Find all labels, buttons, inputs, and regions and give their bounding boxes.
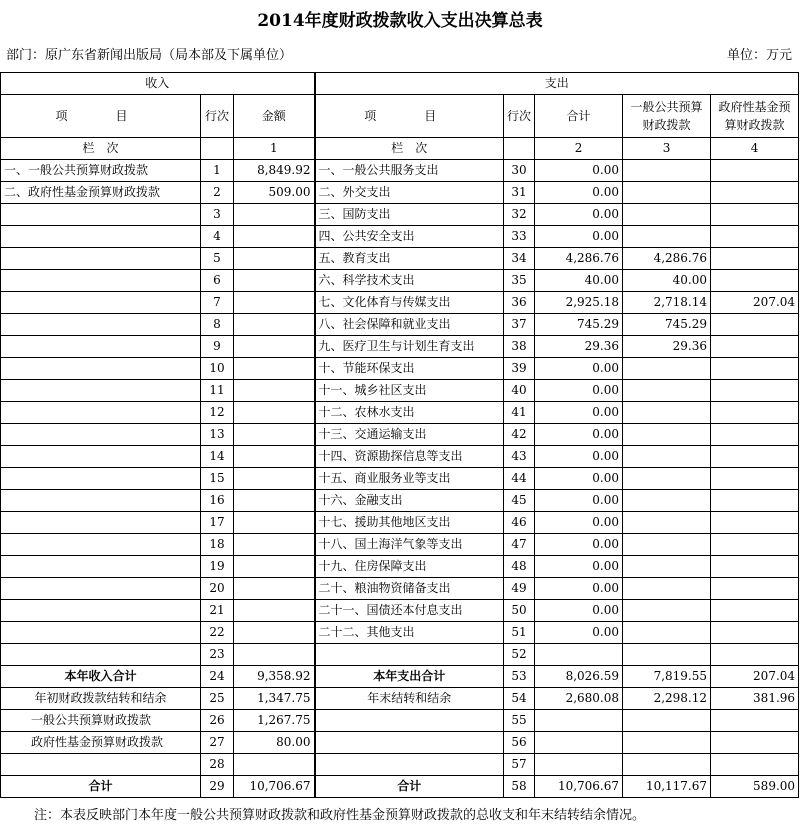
income-item <box>1 248 201 270</box>
income-amount <box>234 754 315 776</box>
expenditure-row-number: 37 <box>504 314 535 336</box>
expenditure-total <box>535 644 623 666</box>
income-row-number: 16 <box>201 490 234 512</box>
summary-row <box>1 688 799 710</box>
income-row-number: 17 <box>201 512 234 534</box>
expenditure-row-number: 51 <box>504 622 535 644</box>
income-amount <box>234 270 315 292</box>
expenditure-gov-fund <box>711 402 799 424</box>
income-amount <box>234 578 315 600</box>
income-item: 二、政府性基金预算财政拨款 <box>1 182 201 204</box>
income-amount <box>234 292 315 314</box>
expenditure-gov-fund <box>711 160 799 182</box>
expenditure-gov-fund: 589.00 <box>711 776 799 798</box>
col2-label: 2 <box>535 138 623 160</box>
col3-label: 3 <box>623 138 711 160</box>
expenditure-row-number: 33 <box>504 226 535 248</box>
income-row-number: 11 <box>201 380 234 402</box>
expenditure-item: 十一、城乡社区支出 <box>315 380 504 402</box>
expenditure-row-number: 42 <box>504 424 535 446</box>
expenditure-gov-fund <box>711 600 799 622</box>
income-amount: 9,358.92 <box>234 666 315 688</box>
expenditure-general-budget <box>623 622 711 644</box>
income-row-number: 23 <box>201 644 234 666</box>
expenditure-summary-item: 年末结转和结余 <box>315 688 504 710</box>
income-row-number: 14 <box>201 446 234 468</box>
expenditure-gov-fund <box>711 226 799 248</box>
expenditure-total: 0.00 <box>535 380 623 402</box>
expenditure-item: 十、节能环保支出 <box>315 358 504 380</box>
income-row-number: 10 <box>201 358 234 380</box>
expenditure-general-budget <box>623 424 711 446</box>
table-row <box>1 490 799 512</box>
expenditure-total: 0.00 <box>535 358 623 380</box>
income-amount <box>234 380 315 402</box>
expenditure-row-number: 31 <box>504 182 535 204</box>
income-row-number: 26 <box>201 710 234 732</box>
income-item <box>1 446 201 468</box>
table-row <box>1 380 799 402</box>
expenditure-total: 0.00 <box>535 622 623 644</box>
expenditure-total: 0.00 <box>535 556 623 578</box>
unit-label: 单位：万元 <box>726 48 792 63</box>
income-amount <box>234 468 315 490</box>
expenditure-gov-fund <box>711 424 799 446</box>
income-row-number: 25 <box>201 688 234 710</box>
income-item <box>1 578 201 600</box>
income-amount <box>234 402 315 424</box>
table-row <box>1 468 799 490</box>
income-row-number: 27 <box>201 732 234 754</box>
income-amount: 80.00 <box>234 732 315 754</box>
expenditure-total: 0.00 <box>535 226 623 248</box>
col4-label: 4 <box>711 138 799 160</box>
income-row-number: 3 <box>201 204 234 226</box>
expenditure-summary-item <box>315 732 504 754</box>
expenditure-item: 五、教育支出 <box>315 248 504 270</box>
expenditure-total: 0.00 <box>535 160 623 182</box>
income-row-number: 15 <box>201 468 234 490</box>
expenditure-general-budget <box>623 534 711 556</box>
expenditure-total: 8,026.59 <box>535 666 623 688</box>
table-row <box>1 644 799 666</box>
expenditure-gov-fund <box>711 644 799 666</box>
expenditure-item: 十三、交通运输支出 <box>315 424 504 446</box>
expenditure-gov-fund: 207.04 <box>711 666 799 688</box>
table-row <box>1 556 799 578</box>
expenditure-total: 745.29 <box>535 314 623 336</box>
income-amount <box>234 622 315 644</box>
header-row-column-numbers <box>1 138 799 160</box>
expenditure-row-number: 44 <box>504 468 535 490</box>
table-row <box>1 512 799 534</box>
income-amount <box>234 512 315 534</box>
income-amount <box>234 556 315 578</box>
income-amount: 1,267.75 <box>234 710 315 732</box>
expenditure-total: 0.00 <box>535 490 623 512</box>
income-row-number: 2 <box>201 182 234 204</box>
expenditure-gov-fund <box>711 446 799 468</box>
expenditure-row-number: 45 <box>504 490 535 512</box>
expenditure-general-budget <box>623 600 711 622</box>
income-amount <box>234 424 315 446</box>
income-summary-item <box>1 754 201 776</box>
expenditure-row-number: 43 <box>504 446 535 468</box>
income-row-number: 5 <box>201 248 234 270</box>
income-item <box>1 622 201 644</box>
expenditure-general-budget <box>623 226 711 248</box>
expenditure-general-budget: 2,298.12 <box>623 688 711 710</box>
expenditure-row-number: 46 <box>504 512 535 534</box>
gov-fund-header: 政府性基金预算财政拨款 <box>711 95 799 138</box>
income-row-number: 20 <box>201 578 234 600</box>
expenditure-gov-fund <box>711 314 799 336</box>
expenditure-row-number: 32 <box>504 204 535 226</box>
expenditure-gov-fund <box>711 358 799 380</box>
expenditure-total: 0.00 <box>535 402 623 424</box>
income-row-number: 4 <box>201 226 234 248</box>
table-row <box>1 622 799 644</box>
income-summary-item: 合计 <box>1 776 201 798</box>
summary-row <box>1 754 799 776</box>
income-item <box>1 336 201 358</box>
expenditure-total: 40.00 <box>535 270 623 292</box>
income-column-label: 栏 次 <box>1 138 201 160</box>
expenditure-item-header: 项 目 <box>315 95 504 138</box>
table-row <box>1 270 799 292</box>
expenditure-row-number: 35 <box>504 270 535 292</box>
expenditure-gov-fund <box>711 578 799 600</box>
income-rowno-blank <box>201 138 234 160</box>
income-item <box>1 424 201 446</box>
expenditure-general-budget <box>623 754 711 776</box>
income-amount <box>234 336 315 358</box>
col1-label: 1 <box>234 138 315 160</box>
summary-row <box>1 732 799 754</box>
header-row-columns <box>1 95 799 138</box>
expenditure-general-budget: 745.29 <box>623 314 711 336</box>
income-row-number: 18 <box>201 534 234 556</box>
income-item <box>1 556 201 578</box>
expenditure-general-budget <box>623 512 711 534</box>
expenditure-item: 二、外交支出 <box>315 182 504 204</box>
income-item <box>1 402 201 424</box>
expenditure-general-budget: 29.36 <box>623 336 711 358</box>
expenditure-item: 四、公共安全支出 <box>315 226 504 248</box>
income-row-number: 21 <box>201 600 234 622</box>
expenditure-total: 0.00 <box>535 578 623 600</box>
expenditure-row-number: 38 <box>504 336 535 358</box>
expenditure-general-budget: 4,286.76 <box>623 248 711 270</box>
expenditure-total: 2,680.08 <box>535 688 623 710</box>
expenditure-total: 2,925.18 <box>535 292 623 314</box>
expenditure-gov-fund <box>711 534 799 556</box>
expenditure-row-number: 58 <box>504 776 535 798</box>
expenditure-general-budget <box>623 490 711 512</box>
expenditure-item: 十五、商业服务业等支出 <box>315 468 504 490</box>
expenditure-gov-fund <box>711 380 799 402</box>
expenditure-summary-item <box>315 710 504 732</box>
expenditure-item: 二十、粮油物资储备支出 <box>315 578 504 600</box>
expenditure-item: 十八、国土海洋气象等支出 <box>315 534 504 556</box>
expenditure-total <box>535 710 623 732</box>
expenditure-row-number: 54 <box>504 688 535 710</box>
expenditure-row-number: 40 <box>504 380 535 402</box>
expenditure-row-number: 50 <box>504 600 535 622</box>
income-summary-item: 年初财政拨款结转和结余 <box>1 688 201 710</box>
expenditure-item: 二十二、其他支出 <box>315 622 504 644</box>
expenditure-total <box>535 732 623 754</box>
expenditure-total: 0.00 <box>535 534 623 556</box>
expenditure-general-budget: 10,117.67 <box>623 776 711 798</box>
expenditure-row-number: 30 <box>504 160 535 182</box>
income-item <box>1 644 201 666</box>
table-row <box>1 292 799 314</box>
income-amount <box>234 534 315 556</box>
expenditure-total: 0.00 <box>535 424 623 446</box>
expenditure-gov-fund <box>711 248 799 270</box>
expenditure-gov-fund: 381.96 <box>711 688 799 710</box>
expenditure-general-budget <box>623 204 711 226</box>
expenditure-row-number: 52 <box>504 644 535 666</box>
income-amount <box>234 490 315 512</box>
income-row-number: 22 <box>201 622 234 644</box>
expenditure-summary-item: 合计 <box>315 776 504 798</box>
income-item <box>1 292 201 314</box>
expenditure-item: 三、国防支出 <box>315 204 504 226</box>
expenditure-gov-fund <box>711 490 799 512</box>
income-row-number: 8 <box>201 314 234 336</box>
expenditure-total: 0.00 <box>535 204 623 226</box>
expenditure-gov-fund <box>711 732 799 754</box>
expenditure-row-number: 56 <box>504 732 535 754</box>
table-row <box>1 446 799 468</box>
income-item <box>1 490 201 512</box>
income-row-number: 9 <box>201 336 234 358</box>
expenditure-gov-fund <box>711 182 799 204</box>
table-body <box>1 73 799 798</box>
expenditure-row-number: 41 <box>504 402 535 424</box>
expenditure-item: 十七、援助其他地区支出 <box>315 512 504 534</box>
expenditure-item: 一、一般公共服务支出 <box>315 160 504 182</box>
income-summary-item: 政府性基金预算财政拨款 <box>1 732 201 754</box>
expenditure-general-budget <box>623 160 711 182</box>
income-amount: 509.00 <box>234 182 315 204</box>
expenditure-general-budget: 40.00 <box>623 270 711 292</box>
expenditure-gov-fund: 207.04 <box>711 292 799 314</box>
income-amount <box>234 358 315 380</box>
expenditure-gov-fund <box>711 204 799 226</box>
table-row <box>1 204 799 226</box>
expenditure-summary-item: 本年支出合计 <box>315 666 504 688</box>
table-row <box>1 424 799 446</box>
income-row-number: 28 <box>201 754 234 776</box>
income-header: 收入 <box>1 73 315 95</box>
expenditure-row-number: 36 <box>504 292 535 314</box>
expenditure-rowno-blank <box>504 138 535 160</box>
income-amount <box>234 600 315 622</box>
income-amount <box>234 644 315 666</box>
expenditure-gov-fund <box>711 512 799 534</box>
expenditure-summary-item <box>315 754 504 776</box>
expenditure-row-number: 57 <box>504 754 535 776</box>
income-row-number: 6 <box>201 270 234 292</box>
expenditure-general-budget <box>623 710 711 732</box>
income-row-number: 24 <box>201 666 234 688</box>
expenditure-gov-fund <box>711 270 799 292</box>
expenditure-total: 10,706.67 <box>535 776 623 798</box>
expenditure-item: 七、文化体育与传媒支出 <box>315 292 504 314</box>
table-row <box>1 314 799 336</box>
income-amount <box>234 314 315 336</box>
income-item <box>1 226 201 248</box>
expenditure-general-budget <box>623 468 711 490</box>
table-row <box>1 182 799 204</box>
table-row <box>1 358 799 380</box>
income-row-number: 12 <box>201 402 234 424</box>
expenditure-item: 六、科学技术支出 <box>315 270 504 292</box>
summary-row <box>1 776 799 798</box>
footnote: 注：本表反映部门本年度一般公共预算财政拨款和政府性基金预算财政拨款的总收支和年末结转结余情况。 <box>34 808 646 823</box>
income-item-header: 项 目 <box>1 95 201 138</box>
expenditure-general-budget <box>623 358 711 380</box>
income-amount: 1,347.75 <box>234 688 315 710</box>
income-row-number: 19 <box>201 556 234 578</box>
table-row <box>1 402 799 424</box>
income-rowno-header: 行次 <box>201 95 234 138</box>
expenditure-item: 十六、金融支出 <box>315 490 504 512</box>
expenditure-gov-fund <box>711 556 799 578</box>
income-row-number: 29 <box>201 776 234 798</box>
expenditure-total: 4,286.76 <box>535 248 623 270</box>
table-row <box>1 336 799 358</box>
budget-table <box>0 72 799 798</box>
expenditure-item: 二十一、国债还本付息支出 <box>315 600 504 622</box>
expenditure-gov-fund <box>711 754 799 776</box>
income-row-number: 7 <box>201 292 234 314</box>
expenditure-general-budget <box>623 578 711 600</box>
expenditure-total: 0.00 <box>535 182 623 204</box>
income-summary-item: 一般公共预算财政拨款 <box>1 710 201 732</box>
expenditure-total: 0.00 <box>535 600 623 622</box>
income-amount <box>234 248 315 270</box>
expenditure-item: 九、医疗卫生与计划生育支出 <box>315 336 504 358</box>
expenditure-row-number: 39 <box>504 358 535 380</box>
expenditure-total: 0.00 <box>535 446 623 468</box>
expenditure-total-header: 合计 <box>535 95 623 138</box>
table-row <box>1 226 799 248</box>
expenditure-general-budget <box>623 380 711 402</box>
expenditure-row-number: 55 <box>504 710 535 732</box>
income-item <box>1 270 201 292</box>
expenditure-item: 八、社会保障和就业支出 <box>315 314 504 336</box>
income-item: 一、一般公共预算财政拨款 <box>1 160 201 182</box>
summary-row <box>1 666 799 688</box>
expenditure-gov-fund <box>711 710 799 732</box>
expenditure-item <box>315 644 504 666</box>
general-budget-header: 一般公共预算财政拨款 <box>623 95 711 138</box>
expenditure-gov-fund <box>711 622 799 644</box>
department-label: 部门：原广东省新闻出版局（局本部及下属单位） <box>6 48 293 63</box>
expenditure-column-label: 栏 次 <box>315 138 504 160</box>
expenditure-row-number: 49 <box>504 578 535 600</box>
expenditure-general-budget: 7,819.55 <box>623 666 711 688</box>
income-row-number: 1 <box>201 160 234 182</box>
income-amount-header: 金额 <box>234 95 315 138</box>
income-amount: 10,706.67 <box>234 776 315 798</box>
income-item <box>1 204 201 226</box>
expenditure-total <box>535 754 623 776</box>
income-amount: 8,849.92 <box>234 160 315 182</box>
income-amount <box>234 226 315 248</box>
expenditure-item: 十二、农林水支出 <box>315 402 504 424</box>
expenditure-gov-fund <box>711 336 799 358</box>
expenditure-general-budget <box>623 446 711 468</box>
income-amount <box>234 204 315 226</box>
expenditure-general-budget <box>623 644 711 666</box>
expenditure-total: 0.00 <box>535 512 623 534</box>
expenditure-total: 29.36 <box>535 336 623 358</box>
expenditure-general-budget <box>623 732 711 754</box>
income-summary-item: 本年收入合计 <box>1 666 201 688</box>
income-amount <box>234 446 315 468</box>
income-item <box>1 468 201 490</box>
income-item <box>1 600 201 622</box>
expenditure-item: 十九、住房保障支出 <box>315 556 504 578</box>
table-row <box>1 578 799 600</box>
report-title: 2014年度财政拨款收入支出决算总表 <box>257 11 543 31</box>
income-item <box>1 512 201 534</box>
expenditure-gov-fund <box>711 468 799 490</box>
income-item <box>1 534 201 556</box>
expenditure-item: 十四、资源勘探信息等支出 <box>315 446 504 468</box>
expenditure-row-number: 48 <box>504 556 535 578</box>
summary-row <box>1 710 799 732</box>
income-item <box>1 358 201 380</box>
expenditure-row-number: 47 <box>504 534 535 556</box>
header-row-sections <box>1 73 799 95</box>
table-row <box>1 248 799 270</box>
expenditure-general-budget: 2,718.14 <box>623 292 711 314</box>
table-row <box>1 600 799 622</box>
expenditure-row-number: 53 <box>504 666 535 688</box>
table-row <box>1 160 799 182</box>
expenditure-general-budget <box>623 402 711 424</box>
expenditure-total: 0.00 <box>535 468 623 490</box>
expenditure-general-budget <box>623 182 711 204</box>
expenditure-row-number: 34 <box>504 248 535 270</box>
expenditure-header: 支出 <box>315 73 799 95</box>
income-row-number: 13 <box>201 424 234 446</box>
expenditure-general-budget <box>623 556 711 578</box>
expenditure-rowno-header: 行次 <box>504 95 535 138</box>
table-row <box>1 534 799 556</box>
income-item <box>1 380 201 402</box>
income-item <box>1 314 201 336</box>
